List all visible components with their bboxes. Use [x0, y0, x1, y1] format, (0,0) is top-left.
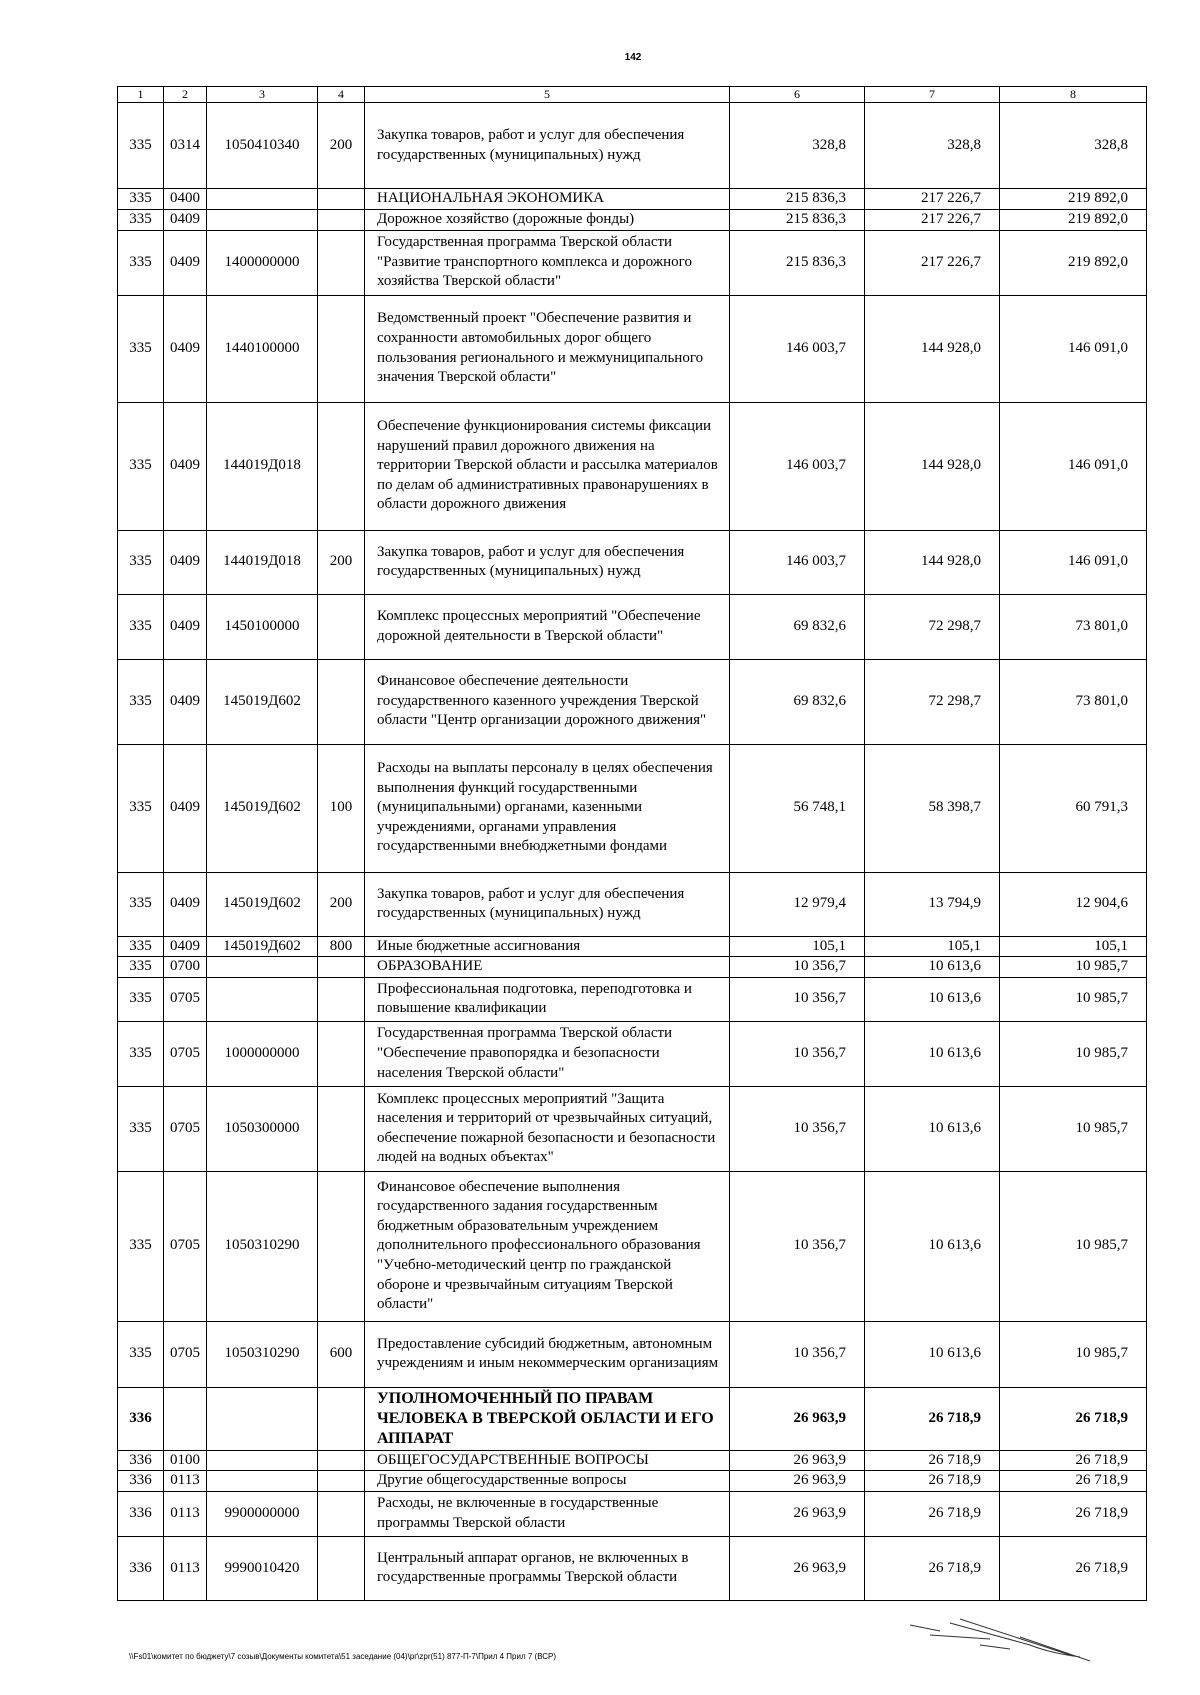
col-year-1: 69 832,6 [730, 659, 865, 744]
col-grbs: 336 [118, 1491, 164, 1536]
col-year-3: 328,8 [1000, 103, 1147, 189]
col-expense-type [318, 230, 365, 295]
table-row [118, 1450, 1147, 1471]
col-description: НАЦИОНАЛЬНАЯ ЭКОНОМИКА [365, 189, 730, 210]
col-expense-type: 100 [318, 744, 365, 872]
col-grbs: 335 [118, 1321, 164, 1387]
col-section: 0409 [164, 210, 207, 231]
col-year-2: 217 226,7 [865, 230, 1000, 295]
col-description: УПОЛНОМОЧЕННЫЙ ПО ПРАВАМ ЧЕЛОВЕКА В ТВЕРСКОЙ ОБЛАСТИ И ЕГО АППАРАТ [365, 1387, 730, 1450]
col-target-article: 1400000000 [207, 230, 318, 295]
table-header-row [118, 87, 1147, 103]
col-section: 0705 [164, 1021, 207, 1086]
col-expense-type [318, 210, 365, 231]
col-expense-type [318, 1471, 365, 1492]
col-expense-type [318, 1450, 365, 1471]
col-year-1: 12 979,4 [730, 872, 865, 936]
col-year-1: 56 748,1 [730, 744, 865, 872]
col-target-article: 1450100000 [207, 594, 318, 659]
col-section: 0409 [164, 659, 207, 744]
col-year-2: 26 718,9 [865, 1387, 1000, 1450]
col-expense-type [318, 189, 365, 210]
col-year-3: 10 985,7 [1000, 1171, 1147, 1321]
col-grbs: 335 [118, 530, 164, 594]
col-target-article [207, 1387, 318, 1450]
col-year-2: 72 298,7 [865, 659, 1000, 744]
col-expense-type [318, 1491, 365, 1536]
table-row [118, 659, 1147, 744]
col-target-article: 144019Д018 [207, 402, 318, 530]
col-grbs: 335 [118, 977, 164, 1021]
col-year-1: 215 836,3 [730, 230, 865, 295]
col-section [164, 1387, 207, 1450]
table-row [118, 1387, 1147, 1450]
col-year-1: 328,8 [730, 103, 865, 189]
col-year-2: 328,8 [865, 103, 1000, 189]
col-expense-type: 200 [318, 872, 365, 936]
col-section: 0409 [164, 744, 207, 872]
col-section: 0705 [164, 977, 207, 1021]
col-year-3: 12 904,6 [1000, 872, 1147, 936]
col-year-1: 215 836,3 [730, 210, 865, 231]
table-row [118, 210, 1147, 231]
col-year-3: 26 718,9 [1000, 1387, 1147, 1450]
table-row [118, 1471, 1147, 1492]
col-expense-type [318, 1171, 365, 1321]
col-expense-type [318, 594, 365, 659]
col-target-article: 1050310290 [207, 1171, 318, 1321]
col-description: Финансовое обеспечение выполнения государственного задания государственным бюджетным образовательным учреждением дополнительного профессионального образования "Учебно-методический центр по гражданской обороне и чрезвычайным ситуациям Тверской области" [365, 1171, 730, 1321]
col-description: ОБЩЕГОСУДАРСТВЕННЫЕ ВОПРОСЫ [365, 1450, 730, 1471]
col-grbs: 336 [118, 1387, 164, 1450]
col-description: Другие общегосударственные вопросы [365, 1471, 730, 1492]
col-year-2: 10 613,6 [865, 957, 1000, 978]
col-description: Центральный аппарат органов, не включенных в государственные программы Тверской области [365, 1536, 730, 1600]
col-description: Финансовое обеспечение деятельности государственного казенного учреждения Тверской области "Центр организации дорожного движения" [365, 659, 730, 744]
table-row [118, 936, 1147, 957]
col-section: 0700 [164, 957, 207, 978]
col-target-article: 145019Д602 [207, 744, 318, 872]
col-year-2: 26 718,9 [865, 1450, 1000, 1471]
col-section: 0409 [164, 402, 207, 530]
col-grbs: 335 [118, 230, 164, 295]
col-target-article: 145019Д602 [207, 936, 318, 957]
col-grbs: 335 [118, 1086, 164, 1171]
col-target-article: 1050310290 [207, 1321, 318, 1387]
table-row [118, 1491, 1147, 1536]
col-year-2: 10 613,6 [865, 1021, 1000, 1086]
col-year-3: 105,1 [1000, 936, 1147, 957]
col-year-1: 215 836,3 [730, 189, 865, 210]
col-year-2: 13 794,9 [865, 872, 1000, 936]
col-section: 0705 [164, 1321, 207, 1387]
col-section: 0113 [164, 1536, 207, 1600]
col-year-1: 10 356,7 [730, 1171, 865, 1321]
col-grbs: 335 [118, 103, 164, 189]
col-year-1: 10 356,7 [730, 1321, 865, 1387]
table-row [118, 872, 1147, 936]
col-year-1: 26 963,9 [730, 1450, 865, 1471]
table-row [118, 977, 1147, 1021]
header-col-expense-type: 4 [318, 87, 365, 103]
col-target-article: 145019Д602 [207, 659, 318, 744]
col-target-article: 9900000000 [207, 1491, 318, 1536]
col-grbs: 335 [118, 189, 164, 210]
col-target-article: 1440100000 [207, 295, 318, 402]
table-row [118, 230, 1147, 295]
col-year-3: 10 985,7 [1000, 1086, 1147, 1171]
col-year-2: 144 928,0 [865, 530, 1000, 594]
table-row [118, 103, 1147, 189]
page-number: 142 [624, 52, 642, 63]
col-expense-type: 200 [318, 530, 365, 594]
col-target-article: 1000000000 [207, 1021, 318, 1086]
col-description: Государственная программа Тверской области "Развитие транспортного комплекса и дорожного хозяйства Тверской области" [365, 230, 730, 295]
col-description: ОБРАЗОВАНИЕ [365, 957, 730, 978]
col-year-2: 144 928,0 [865, 295, 1000, 402]
table-row [118, 594, 1147, 659]
col-section: 0400 [164, 189, 207, 210]
header-col-year-1: 6 [730, 87, 865, 103]
col-year-2: 26 718,9 [865, 1536, 1000, 1600]
col-description: Иные бюджетные ассигнования [365, 936, 730, 957]
signature [900, 1605, 1100, 1665]
col-description: Ведомственный проект "Обеспечение развития и сохранности автомобильных дорог общего пользования регионального и межмуниципального значения Тверской области" [365, 295, 730, 402]
table-row [118, 1021, 1147, 1086]
col-year-2: 10 613,6 [865, 977, 1000, 1021]
col-year-3: 26 718,9 [1000, 1471, 1147, 1492]
col-year-2: 217 226,7 [865, 189, 1000, 210]
col-description: Комплекс процессных мероприятий "Защита населения и территорий от чрезвычайных ситуаций, обеспечение пожарной безопасности и безопасности людей на водных объектах" [365, 1086, 730, 1171]
col-year-1: 26 963,9 [730, 1536, 865, 1600]
col-expense-type [318, 1021, 365, 1086]
col-grbs: 335 [118, 744, 164, 872]
table-row [118, 1171, 1147, 1321]
col-description: Дорожное хозяйство (дорожные фонды) [365, 210, 730, 231]
col-year-3: 10 985,7 [1000, 977, 1147, 1021]
col-year-3: 10 985,7 [1000, 1321, 1147, 1387]
col-section: 0409 [164, 594, 207, 659]
col-description: Предоставление субсидий бюджетным, автономным учреждениям и иным некоммерческим организациям [365, 1321, 730, 1387]
col-year-1: 10 356,7 [730, 1086, 865, 1171]
col-section: 0113 [164, 1471, 207, 1492]
col-year-3: 26 718,9 [1000, 1536, 1147, 1600]
col-year-2: 10 613,6 [865, 1086, 1000, 1171]
header-col-description: 5 [365, 87, 730, 103]
col-year-3: 73 801,0 [1000, 659, 1147, 744]
col-year-1: 10 356,7 [730, 1021, 865, 1086]
col-target-article [207, 1450, 318, 1471]
col-year-3: 26 718,9 [1000, 1491, 1147, 1536]
col-year-1: 146 003,7 [730, 295, 865, 402]
col-grbs: 335 [118, 659, 164, 744]
col-year-3: 60 791,3 [1000, 744, 1147, 872]
col-year-3: 10 985,7 [1000, 957, 1147, 978]
col-year-1: 26 963,9 [730, 1491, 865, 1536]
col-grbs: 335 [118, 402, 164, 530]
col-section: 0705 [164, 1086, 207, 1171]
table-row [118, 1536, 1147, 1600]
col-section: 0409 [164, 530, 207, 594]
col-expense-type [318, 295, 365, 402]
col-year-1: 10 356,7 [730, 977, 865, 1021]
col-year-1: 105,1 [730, 936, 865, 957]
col-target-article [207, 977, 318, 1021]
col-description: Закупка товаров, работ и услуг для обеспечения государственных (муниципальных) нужд [365, 530, 730, 594]
col-grbs: 335 [118, 594, 164, 659]
col-description: Профессиональная подготовка, переподготовка и повышение квалификации [365, 977, 730, 1021]
col-target-article: 145019Д602 [207, 872, 318, 936]
col-year-2: 26 718,9 [865, 1491, 1000, 1536]
col-year-1: 69 832,6 [730, 594, 865, 659]
budget-table [117, 86, 1147, 1601]
footer-file-path: \\Fs01\комитет по бюджету\7 созыв\Документы комитета\51 заседание (04)\рг\zpr(51) 877-П-7\Прил 4 Прил 7 (ВСР) [129, 1652, 557, 1661]
col-expense-type [318, 957, 365, 978]
col-year-2: 144 928,0 [865, 402, 1000, 530]
col-grbs: 335 [118, 1171, 164, 1321]
header-col-target-article: 3 [207, 87, 318, 103]
col-section: 0409 [164, 872, 207, 936]
col-grbs: 335 [118, 295, 164, 402]
col-expense-type [318, 659, 365, 744]
col-year-3: 146 091,0 [1000, 530, 1147, 594]
col-section: 0705 [164, 1171, 207, 1321]
col-year-3: 219 892,0 [1000, 189, 1147, 210]
col-expense-type [318, 1387, 365, 1450]
col-target-article: 9990010420 [207, 1536, 318, 1600]
col-expense-type: 800 [318, 936, 365, 957]
table-row [118, 530, 1147, 594]
col-target-article [207, 189, 318, 210]
col-description: Расходы на выплаты персоналу в целях обеспечения выполнения функций государственными (муниципальными) органами, казенными учреждениями, органами управления государственными внебюджетными фондами [365, 744, 730, 872]
col-year-3: 73 801,0 [1000, 594, 1147, 659]
col-year-3: 26 718,9 [1000, 1450, 1147, 1471]
col-target-article [207, 957, 318, 978]
col-section: 0314 [164, 103, 207, 189]
col-grbs: 335 [118, 957, 164, 978]
col-expense-type: 600 [318, 1321, 365, 1387]
col-year-2: 10 613,6 [865, 1321, 1000, 1387]
col-year-3: 219 892,0 [1000, 230, 1147, 295]
table-row [118, 402, 1147, 530]
col-year-3: 219 892,0 [1000, 210, 1147, 231]
col-target-article: 144019Д018 [207, 530, 318, 594]
col-grbs: 335 [118, 210, 164, 231]
col-target-article [207, 210, 318, 231]
col-year-2: 26 718,9 [865, 1471, 1000, 1492]
col-year-3: 10 985,7 [1000, 1021, 1147, 1086]
header-col-year-2: 7 [865, 87, 1000, 103]
col-description: Обеспечение функционирования системы фиксации нарушений правил дорожного движения на территории Тверской области и рассылка материалов по делам об административных правонарушениях в области дорожного движения [365, 402, 730, 530]
col-description: Расходы, не включенные в государственные программы Тверской области [365, 1491, 730, 1536]
header-col-year-3: 8 [1000, 87, 1147, 103]
col-expense-type [318, 1086, 365, 1171]
col-expense-type [318, 977, 365, 1021]
table-row [118, 189, 1147, 210]
col-year-2: 105,1 [865, 936, 1000, 957]
table-row [118, 957, 1147, 978]
col-year-1: 10 356,7 [730, 957, 865, 978]
col-expense-type: 200 [318, 103, 365, 189]
col-section: 0409 [164, 230, 207, 295]
col-grbs: 336 [118, 1536, 164, 1600]
col-grbs: 335 [118, 1021, 164, 1086]
col-expense-type [318, 402, 365, 530]
col-year-1: 26 963,9 [730, 1471, 865, 1492]
col-year-2: 72 298,7 [865, 594, 1000, 659]
header-col-grbs: 1 [118, 87, 164, 103]
header-col-section: 2 [164, 87, 207, 103]
col-grbs: 335 [118, 872, 164, 936]
col-year-1: 146 003,7 [730, 530, 865, 594]
col-target-article: 1050300000 [207, 1086, 318, 1171]
col-year-3: 146 091,0 [1000, 402, 1147, 530]
col-description: Закупка товаров, работ и услуг для обеспечения государственных (муниципальных) нужд [365, 872, 730, 936]
col-grbs: 336 [118, 1471, 164, 1492]
col-grbs: 336 [118, 1450, 164, 1471]
col-section: 0409 [164, 295, 207, 402]
col-description: Государственная программа Тверской области "Обеспечение правопорядка и безопасности населения Тверской области" [365, 1021, 730, 1086]
col-section: 0409 [164, 936, 207, 957]
col-grbs: 335 [118, 936, 164, 957]
table-row [118, 295, 1147, 402]
col-year-2: 10 613,6 [865, 1171, 1000, 1321]
col-year-2: 217 226,7 [865, 210, 1000, 231]
col-target-article: 1050410340 [207, 103, 318, 189]
table-row [118, 1086, 1147, 1171]
table-row [118, 744, 1147, 872]
col-description: Закупка товаров, работ и услуг для обеспечения государственных (муниципальных) нужд [365, 103, 730, 189]
col-year-1: 146 003,7 [730, 402, 865, 530]
col-year-3: 146 091,0 [1000, 295, 1147, 402]
col-section: 0113 [164, 1491, 207, 1536]
col-year-2: 58 398,7 [865, 744, 1000, 872]
col-section: 0100 [164, 1450, 207, 1471]
col-description: Комплекс процессных мероприятий "Обеспечение дорожной деятельности в Тверской области" [365, 594, 730, 659]
table-row [118, 1321, 1147, 1387]
col-target-article [207, 1471, 318, 1492]
col-year-1: 26 963,9 [730, 1387, 865, 1450]
col-expense-type [318, 1536, 365, 1600]
